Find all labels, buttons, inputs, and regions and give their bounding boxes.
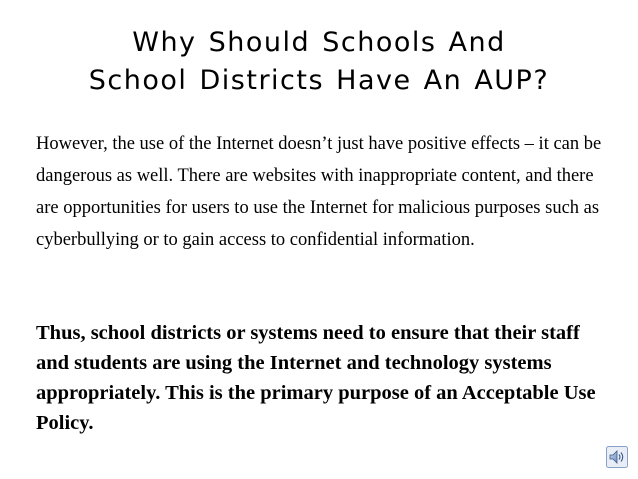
body-paragraph-2: Thus, school districts or systems need to ensure that their staff and students are using the Internet and technology systems appropriately. This is the primary purpose of an Acceptable Use Policy. xyxy=(36,322,596,434)
body-paragraph-1: However, the use of the Internet doesn’t just have positive effects – it can be dangerous as well. There are websites with inappropriate content, and there are opportunities for users to use the Internet for malicious purposes such as cyberbullying or to gain access to confidential information. xyxy=(36,134,602,250)
speaker-icon[interactable] xyxy=(606,446,628,468)
slide-title xyxy=(20,24,618,100)
slide-title-line-1: Why Should Schools And xyxy=(132,27,506,58)
slide-title-line-2: School Districts Have An AUP? xyxy=(88,65,550,96)
